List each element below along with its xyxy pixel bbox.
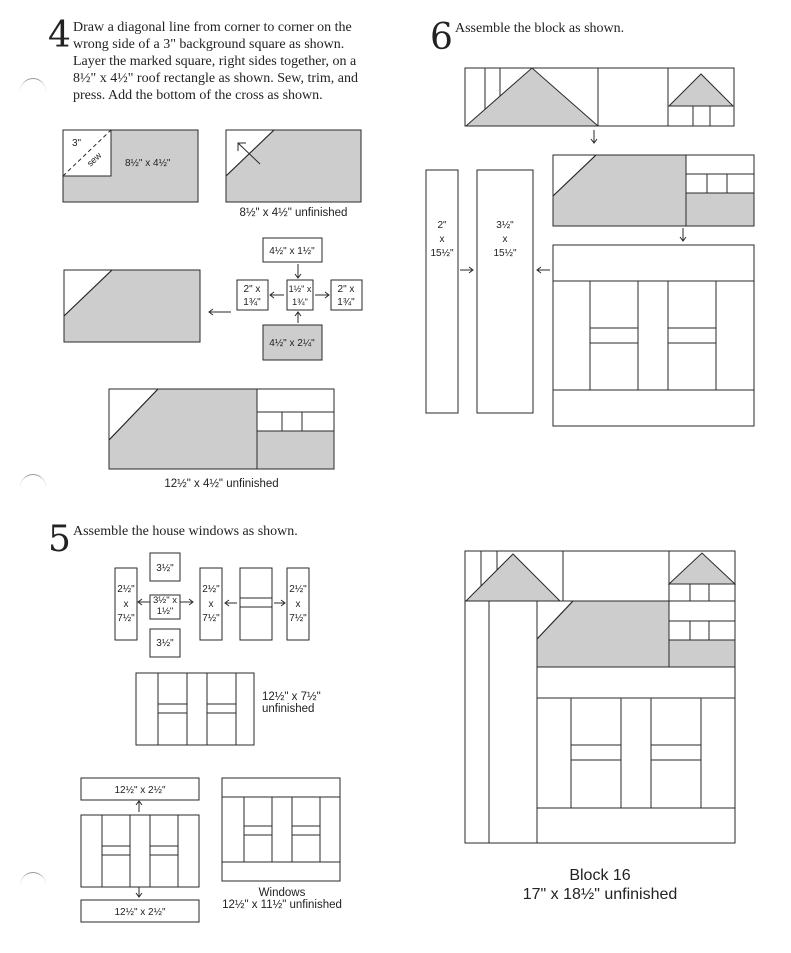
windows-unit [222, 778, 340, 881]
cross-right-label: 2" x [337, 284, 355, 295]
roof-rect-size-label: 8½" x 4½" [125, 158, 171, 169]
roof-unit-unfinished-caption: 12½" x 4½" unfinished [164, 478, 279, 490]
step-4-line: Layer the marked square, right sides together, on a [73, 54, 357, 69]
roof-rect-with-square [63, 130, 198, 202]
cross-top-label: 4½" x 1½" [269, 246, 315, 257]
step-4-number: 4 [48, 15, 71, 56]
window-panel-size: 12½" x 7½" [262, 691, 321, 703]
step-6-instructions: Assemble the block as shown. [455, 21, 625, 36]
block-title: Block 16 [569, 867, 631, 884]
cross-mid-label: 1½" x [288, 284, 312, 294]
window-panel-caption [262, 691, 332, 715]
window-side-label: x [123, 599, 129, 610]
step-4-line: 8½" x 4½" roof rectangle as shown. Sew, trim, and [73, 71, 359, 86]
step-4-line: wrong side of a 3" background square as shown. [73, 37, 345, 52]
step-5-instructions: Assemble the house windows as shown. [73, 524, 298, 539]
window-side-label: 2½" [289, 584, 307, 595]
window-side-label: x [208, 599, 214, 610]
cross-right-label: 1¾" [337, 297, 355, 308]
roof-unit-step6 [553, 155, 754, 226]
windows-size: 12½" x 11½" unfinished [222, 899, 342, 911]
window-center-label: 1½" [156, 606, 174, 617]
square-size-label: 3" [72, 138, 82, 149]
windows-assembly-parts [81, 778, 199, 922]
window-center-label: 3½" x [153, 595, 177, 606]
window-top-label: 3½" [156, 563, 174, 574]
cross-left-label: 1¾" [243, 297, 261, 308]
step-4-line: Draw a diagonal line from corner to corner on the [73, 20, 352, 35]
strip-mid-label: 15½" [493, 248, 517, 259]
side-strips [426, 170, 550, 413]
window-side-label: 7½" [202, 613, 220, 624]
window-side-label: 2½" [202, 584, 220, 595]
window-panel-unfinished: unfinished [262, 703, 315, 715]
roof-unit [64, 270, 200, 342]
roof-cross-unit [109, 389, 334, 469]
strip-mid-label: x [502, 234, 508, 245]
windows-unit-step6 [553, 245, 754, 426]
final-block [465, 551, 735, 843]
sew-label: sew [84, 150, 104, 169]
strip-mid-label: 3½" [496, 220, 514, 231]
window-side-label: x [295, 599, 301, 610]
block-size: 17" x 18½" unfinished [522, 886, 678, 903]
step-6-number: 6 [430, 17, 453, 58]
strip-left-label: x [439, 234, 445, 245]
window-side-label: 7½" [289, 613, 307, 624]
strip-top-label: 12½" x 2½" [114, 785, 166, 796]
strip-bottom-label: 12½" x 2½" [114, 907, 166, 918]
window-side-label: 7½" [117, 613, 135, 624]
window-side-label: 2½" [117, 584, 135, 595]
strip-left-label: 15½" [430, 248, 454, 259]
top-row-unit [465, 68, 734, 126]
window-bottom-label: 3½" [156, 638, 174, 649]
windows-caption [212, 887, 352, 911]
cross-unit [237, 238, 362, 360]
cross-left-label: 2" x [243, 284, 261, 295]
block-caption [480, 866, 720, 904]
step-4-line: press. Add the bottom of the cross as shown. [73, 88, 323, 103]
roof-rect-sewn [226, 130, 361, 202]
roof-unfinished-caption: 8½" x 4½" unfinished [239, 207, 348, 219]
step-5-number: 5 [48, 519, 71, 560]
window-pieces [115, 553, 309, 657]
windows-title: Windows [258, 887, 306, 899]
cross-bottom-label: 4½" x 2¼" [269, 338, 315, 349]
window-panel [136, 673, 254, 745]
cross-mid-label: 1¾" [292, 297, 308, 307]
strip-left-label: 2" [437, 220, 447, 231]
